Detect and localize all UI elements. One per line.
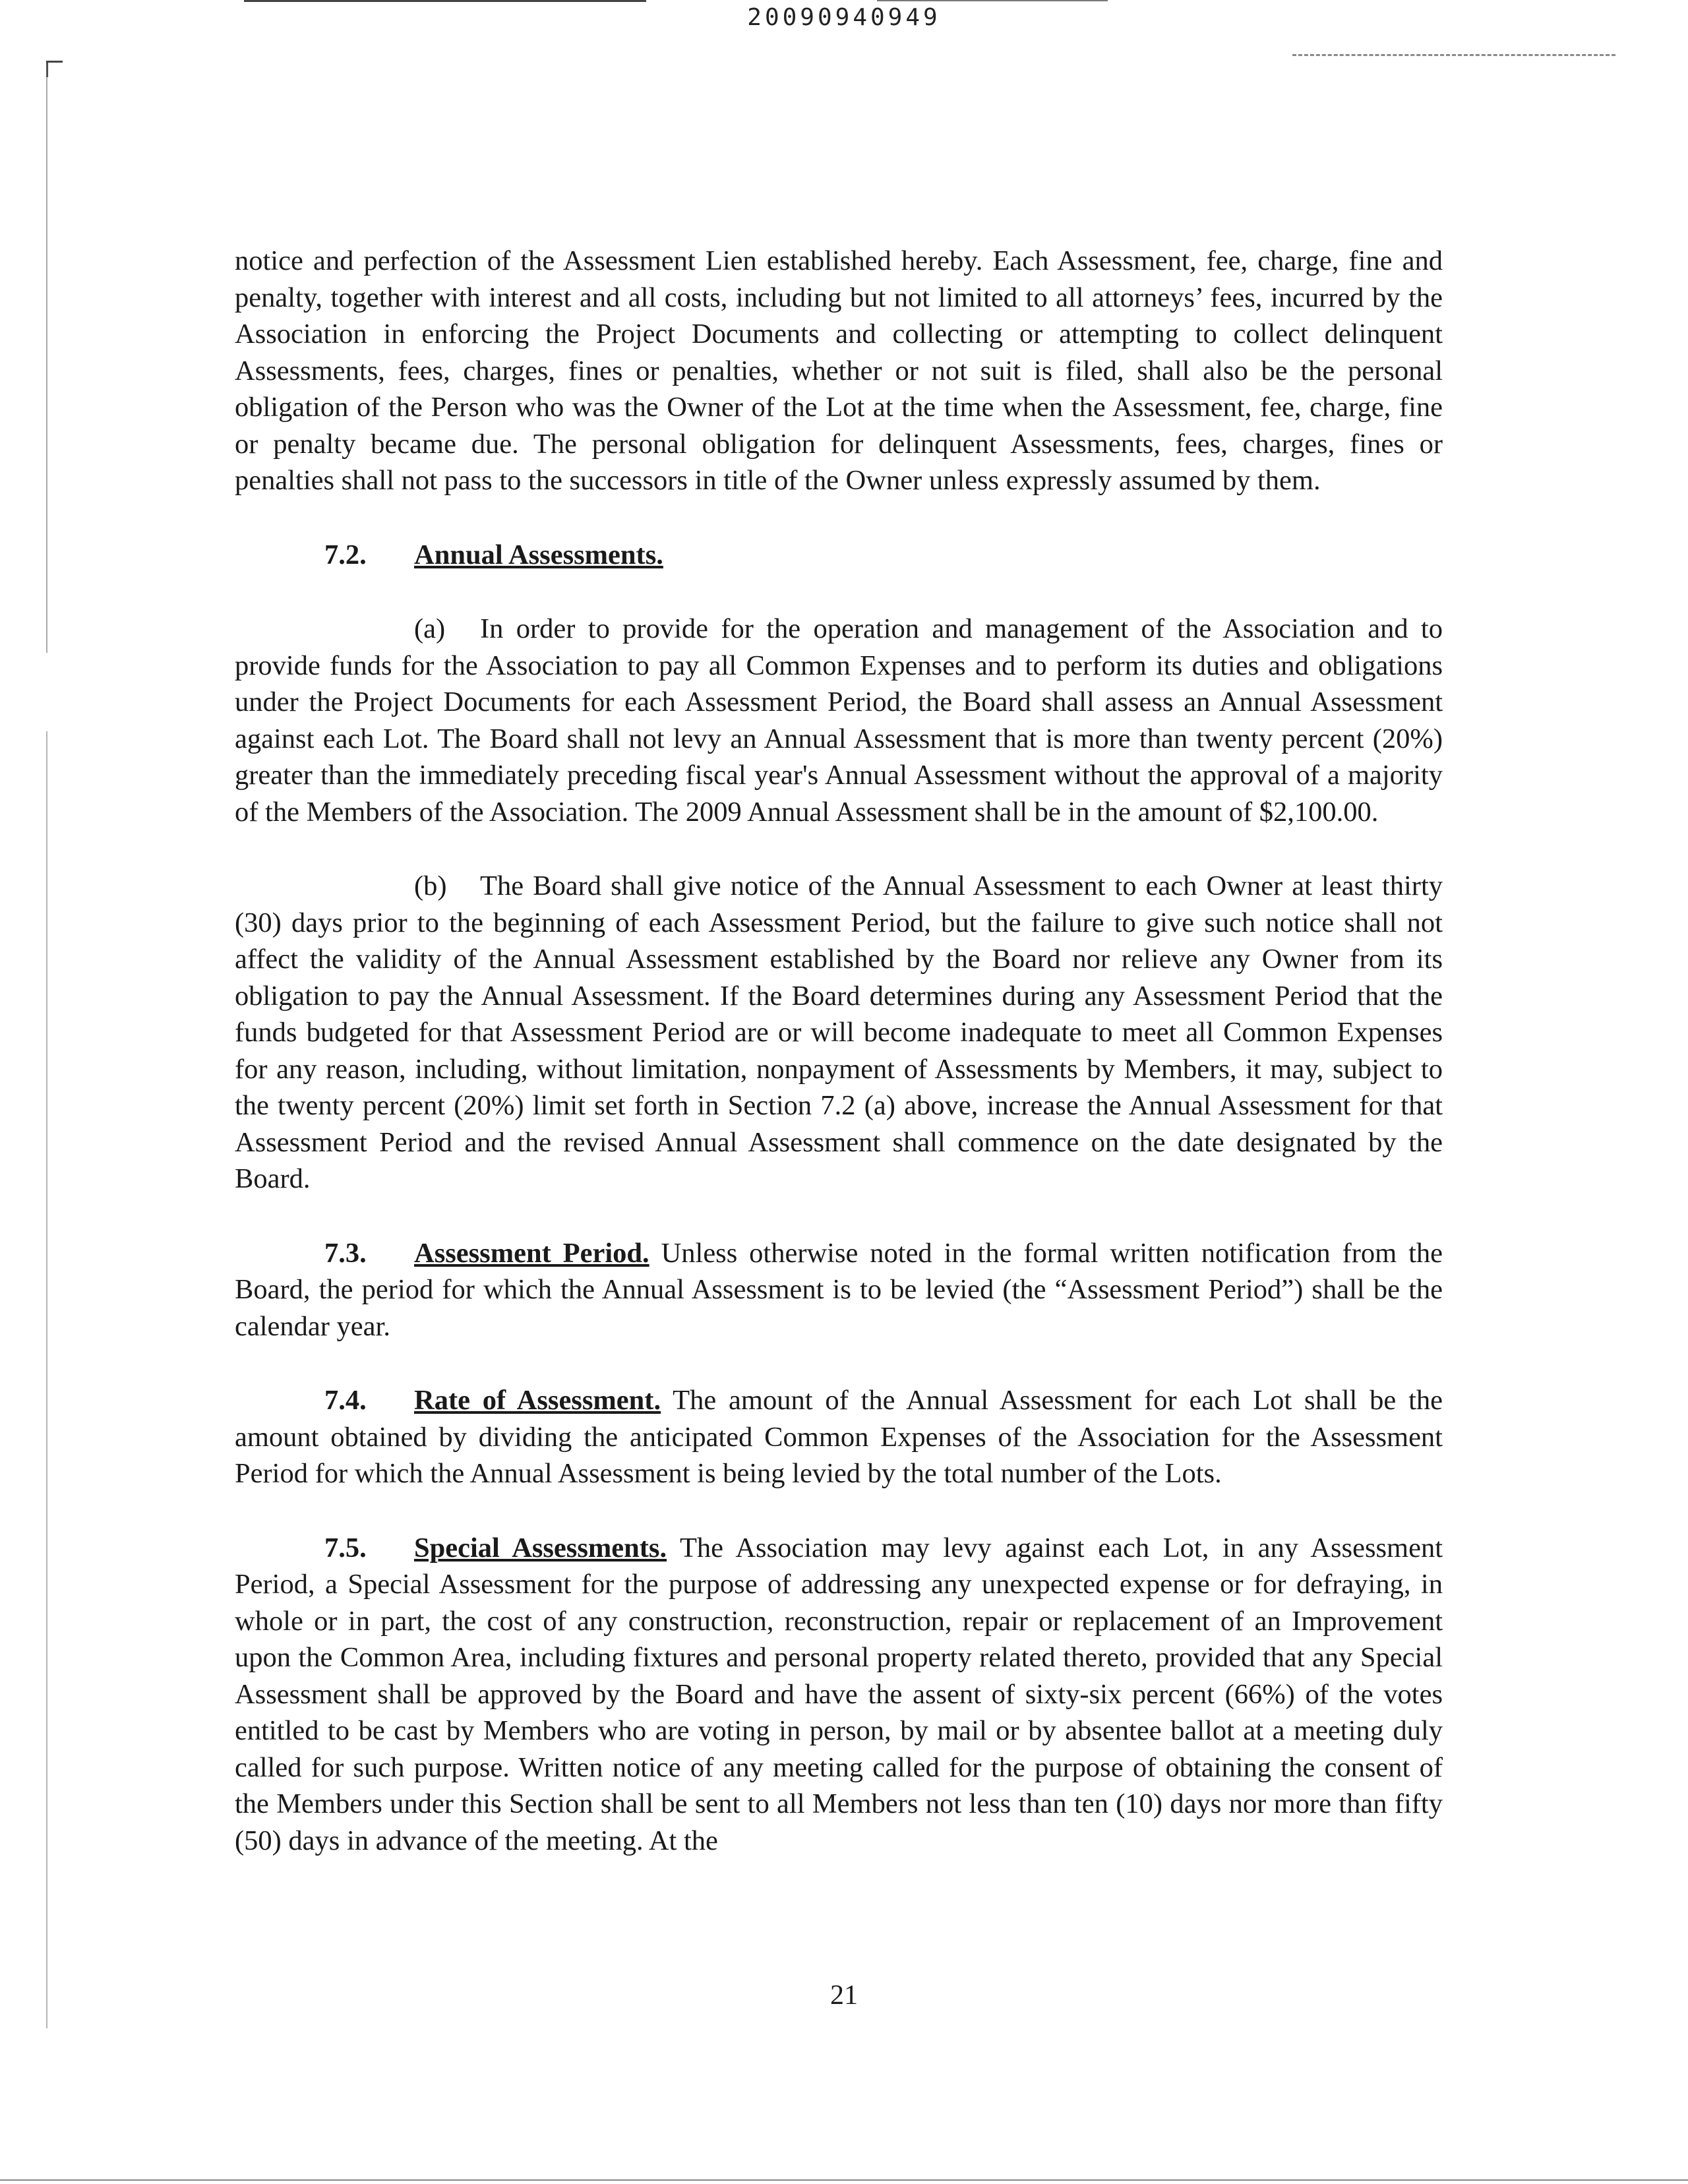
continuation-paragraph: notice and perfection of the Assessment Lien established hereby. Each Assessment, fee, charge, fine and penalty, together with interest and all costs, including but not limited to all attorneys’ fees, incurred by the Association in enforcing the Project Documents and collecting or attempting to collect delinquent Assessments, fees, charges, fines or penalties, whether or not suit is filed, shall also be the personal obligation of the Person who was the Owner of the Lot at the time when the Assessment, fee, charge, fine or penalty became due. The personal obligation for delinquent Assessments, fees, charges, fines or penalties shall not pass to the successors in title of the Owner unless expressly assumed by them. (235, 245, 1443, 496)
section-7-2-b-paragraph (235, 868, 1443, 1198)
section-number: 7.3. (324, 1237, 367, 1269)
scan-artifact-top-line-right (877, 0, 1108, 1)
section-number: 7.4. (324, 1385, 367, 1416)
section-heading: Rate of Assessment. (414, 1385, 661, 1416)
scan-artifact-left-edge (46, 63, 47, 2028)
document-body (235, 243, 1443, 1896)
section-7-4-paragraph (235, 1382, 1443, 1492)
subsection-text: In order to provide for the operation and management of the Association and to provide funds for the Association to pay all Common Expenses and to perform its duties and obligations under the Project Documents for each Assessment Period, the Board shall assess an Annual Assessment against each Lot. The Board shall not levy an Annual Assessment that is more than twenty percent (20%) greater than the immediately preceding fiscal year's Annual Assessment without the approval of a majority of the Members of the Association. The 2009 Annual Assessment shall be in the amount of $2,100.00. (235, 613, 1443, 828)
scan-artifact-corner-mark (46, 61, 63, 77)
section-number: 7.2. (324, 539, 367, 570)
scan-artifact-top-line (244, 0, 646, 2)
section-number: 7.5. (324, 1532, 367, 1563)
section-7-2-heading-line (235, 537, 1443, 574)
section-text: Unless otherwise noted in the formal written notification from the Board, the period for which the Annual Assessment is to be levied (the “Assessment Period”) shall be the calendar year. (235, 1237, 1443, 1342)
subsection-label: (a) (414, 613, 446, 644)
section-7-3-paragraph (235, 1235, 1443, 1345)
subsection-label: (b) (414, 870, 447, 901)
subsection-text: The Board shall give notice of the Annual Assessment to each Owner at least thirty (30) days prior to the beginning of each Assessment Period, but the failure to give such notice shall not affect the validity of the Annual Assessment established by the Board nor relieve any Owner from its obligation to pay the Annual Assessment. If the Board determines during any Assessment Period that the funds budgeted for that Assessment Period are or will become inadequate to meet all Common Expenses for any reason, including, without limitation, nonpayment of Assessments by Members, it may, subject to the twenty percent (20%) limit set forth in Section 7.2 (a) above, increase the Annual Assessment for that Assessment Period and the revised Annual Assessment shall commence on the date designated by the Board. (235, 870, 1443, 1194)
section-text: The amount of the Annual Assessment for each Lot shall be the amount obtained by dividing the anticipated Common Expenses of the Association for the Assessment Period for which the Annual Assessment is being levied by the total number of the Lots. (235, 1385, 1443, 1489)
section-text: The Association may levy against each Lot, in any Assessment Period, a Special Assessment for the purpose of addressing any unexpected expense or for defraying, in whole or in part, the cost of any construction, reconstruction, repair or replacement of an Improvement upon the Common Area, including fixtures and personal property related thereto, provided that any Special Assessment shall be approved by the Board and have the assent of sixty-six percent (66%) of the votes entitled to be cast by Members who are voting in person, by mail or by absentee ballot at a meeting duly called for such purpose. Written notice of any meeting called for the purpose of obtaining the consent of the Members under this Section shall be sent to all Members not less than ten (10) days nor more than fifty (50) days in advance of the meeting. At the (235, 1532, 1443, 1856)
section-heading: Special Assessments. (414, 1532, 667, 1563)
page-number: 21 (830, 1980, 858, 2011)
scan-artifact-dashed-line (1292, 54, 1615, 56)
scan-artifact-bottom-line (0, 2179, 1688, 2181)
section-heading: Annual Assessments. (414, 539, 663, 570)
section-7-2-a-paragraph (235, 611, 1443, 830)
recording-number: 20090940949 (747, 4, 941, 31)
section-heading: Assessment Period. (414, 1237, 649, 1269)
section-7-5-paragraph (235, 1530, 1443, 1860)
